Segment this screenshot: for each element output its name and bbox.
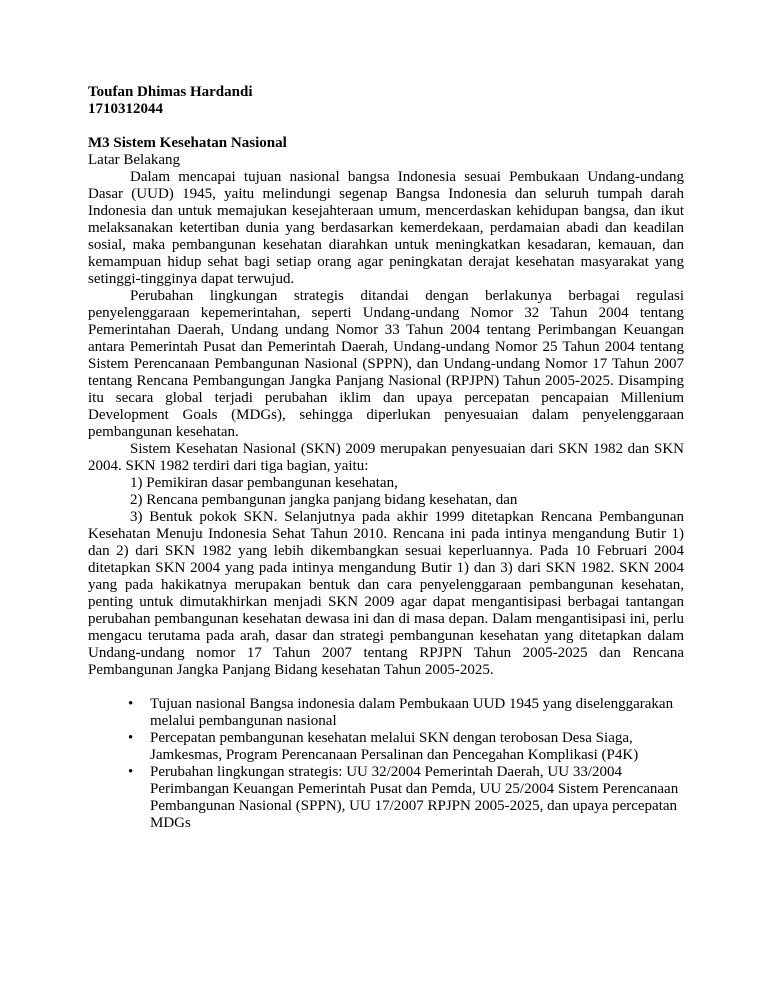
bullet-item-1 <box>128 696 684 730</box>
bullet-icon: • <box>128 764 134 780</box>
numbered-item-1: 1) Pemikiran dasar pembangunan kesehatan, <box>130 475 398 491</box>
author-name: Toufan Dhimas Hardandi <box>88 84 253 100</box>
bullet-item-text: Tujuan nasional Bangsa indonesia dalam Pembukaan UUD 1945 yang diselenggarakan melalui pembangunan nasional <box>150 696 674 729</box>
bullet-item-text: Perubahan lingkungan strategis: UU 32/2004 Pemerintah Daerah, UU 33/2004 Perimbangan Keuangan Pemerintah Pusat dan Pemda, UU 25/2004 Sistem Perencanaan Pembangunan Nasional (SPPN), UU 17/2007 RPJPN 2005-2025, dan upaya percepatan MDGs <box>150 764 679 831</box>
paragraph-background-2: Perubahan lingkungan strategis ditandai dengan berlakunya berbagai regulasi penyelenggaraan kepemerintahan, seperti Undang-undang Nomor 32 Tahun 2004 tentang Pemerintahan Daerah, Undang undang Nomor 33 Tahun 2004 tentang Perimbangan Keuangan antara Pemerintah Pusat dan Pemerintah Daerah, Undang-undang Nomor 25 Tahun 2004 tentang Sistem Perencanaan Pembangunan Nasional (SPPN), dan Undang-undang Nomor 17 Tahun 2007 tentang Rencana Pembangungan Jangka Panjang Nasional (RPJPN) Tahun 2005-2025. Disamping itu secara global terjadi perubahan iklim dan upaya percepatan pencapaian Millenium Development Goals (MDGs), sehingga diperlukan penyesuaian dalam penyelenggaraan pembangunan kesehatan. <box>88 288 684 440</box>
bullet-item-3 <box>128 764 684 832</box>
bullet-icon: • <box>128 696 134 712</box>
paragraph-background-3: Sistem Kesehatan Nasional (SKN) 2009 merupakan penyesuaian dari SKN 1982 dan SKN 2004. SKN 1982 terdiri dari tiga bagian, yaitu: <box>88 441 684 474</box>
paragraph-background-1: Dalam mencapai tujuan nasional bangsa Indonesia sesuai Pembukaan Undang-undang Dasar (UUD) 1945, yaitu melindungi segenap Bangsa Indonesia dan seluruh tumpah darah Indonesia dan untuk memajukan kesejahteraan umum, mencerdaskan kehidupan bangsa, dan ikut melaksanakan ketertiban dunia yang berdasarkan kemerdekaan, perdamaian abadi dan keadilan sosial, maka pembangunan kesehatan diarahkan untuk meningkatkan kesadaran, kemauan, dan kemampuan hidup sehat bagi setiap orang agar peningkatan derajat kesehatan masyarakat yang setinggi-tingginya dapat terwujud. <box>88 169 684 287</box>
section-heading: Latar Belakang <box>88 152 181 168</box>
bullet-icon: • <box>128 730 134 746</box>
numbered-item-3: 3) Bentuk pokok SKN. Selanjutnya pada akhir 1999 ditetapkan Rencana Pembangunan Kesehatan Menuju Indonesia Sehat Tahun 2010. Rencana ini pada intinya mengandung Butir 1) dan 2) dari SKN 1982 yang lebih dikembangkan sesuai keperluannya. Pada 10 Februari 2004 ditetapkan SKN 2004 yang pada intinya mengandung Butir 1) dan 3) dari SKN 1982. SKN 2004 yang pada hakikatnya merupakan bentuk dan cara penyelenggaraan pembangunan kesehatan, penting untuk dimutakhirkan menjadi SKN 2009 agar dapat mengantisipasi berbagai tantangan perubahan pembangunan kesehatan dewasa ini dan di masa depan. Dalam mengantisipasi ini, perlu mengacu terutama pada arah, dasar dan strategi pembangunan kesehatan yang ditetapkan dalam Undang-undang nomor 17 Tahun 2007 tentang RPJPN Tahun 2005-2025 dan Rencana Pembangunan Jangka Panjang Bidang kesehatan Tahun 2005-2025. <box>88 509 684 678</box>
numbered-item-2: 2) Rencana pembangunan jangka panjang bidang kesehatan, dan <box>130 492 518 508</box>
bullet-item-text: Percepatan pembangunan kesehatan melalui SKN dengan terobosan Desa Siaga, Jamkesmas, Program Perencanaan Persalinan dan Pencegahan Komplikasi (P4K) <box>150 730 639 763</box>
summary-bullet-list <box>88 696 684 832</box>
bullet-item-2 <box>128 730 684 764</box>
student-id: 1710312044 <box>88 101 163 117</box>
document-title: M3 Sistem Kesehatan Nasional <box>88 135 287 151</box>
